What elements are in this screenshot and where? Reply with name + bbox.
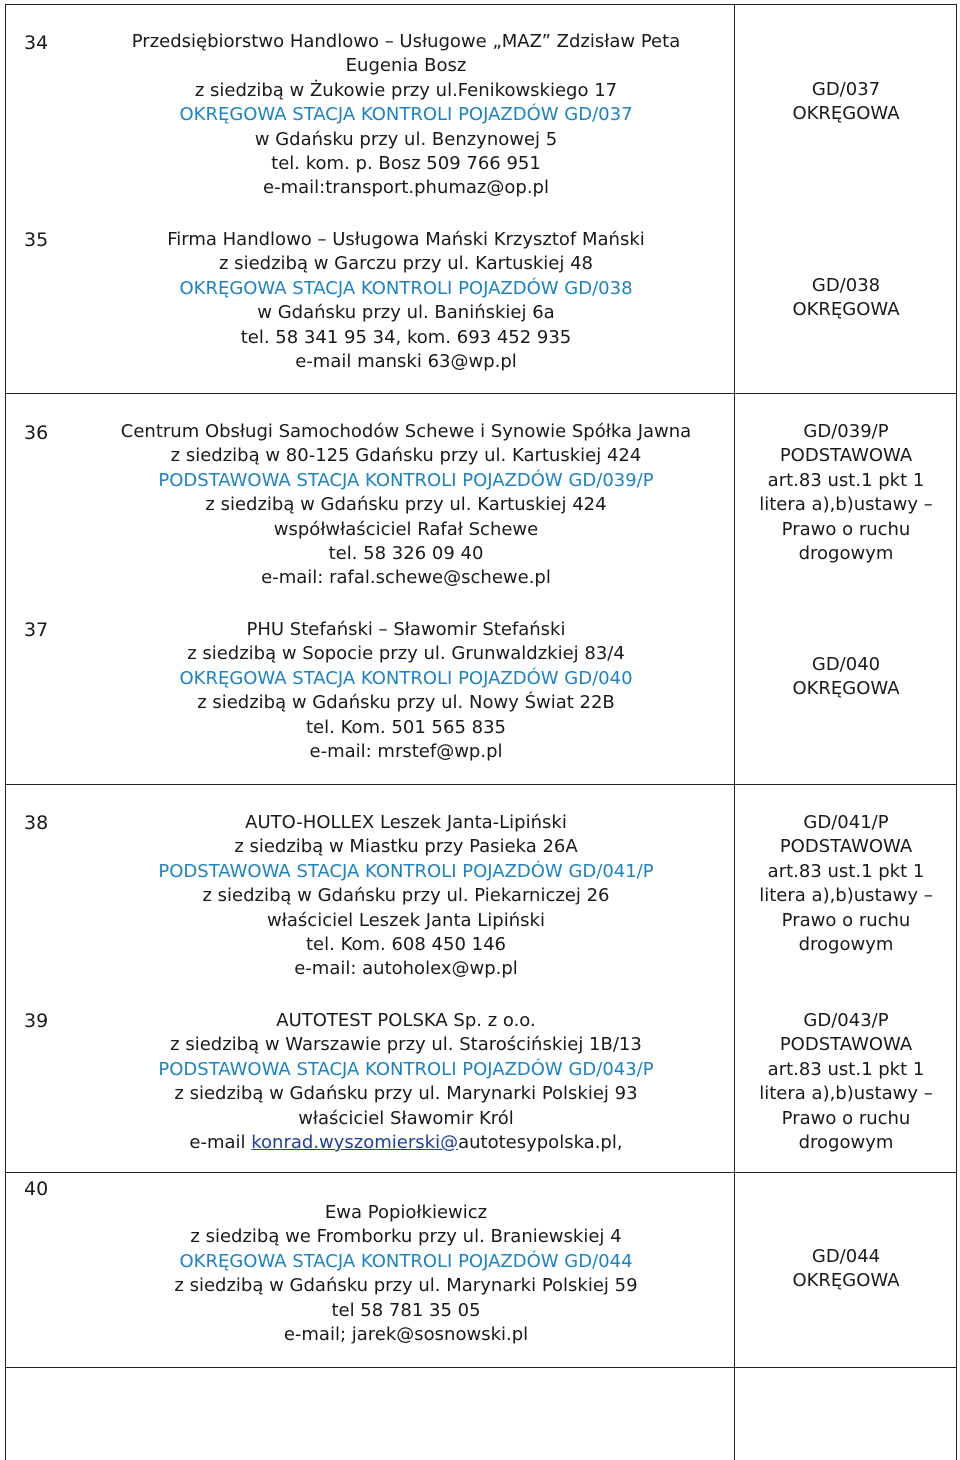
seat-address: z siedzibą w 80-125 Gdańsku przy ul. Kartuskiej 424 (170, 445, 642, 467)
station-details (82, 1201, 730, 1347)
company-name: Firma Handlowo – Usługowa Mański Krzysztof Mański (167, 229, 645, 250)
station-code: GD/040 (811, 654, 881, 675)
legal-basis: litera a),b)ustawy – (759, 1083, 933, 1105)
station-category (736, 274, 956, 323)
phone: tel 58 781 35 05 (331, 1299, 481, 1321)
seat-address: z siedzibą we Fromborku przy ul. Braniewskiej 4 (190, 1226, 622, 1248)
legal-basis: art.83 ust.1 pkt 1 (767, 469, 925, 491)
email: e-mail: rafal.schewe@schewe.pl (261, 567, 551, 589)
legal-basis: drogowym (798, 934, 894, 956)
station-address: w Gdańsku przy ul. Banińskiej 6a (257, 302, 555, 324)
station-name: OKRĘGOWA STACJA KONTROLI POJAZDÓW GD/037 (179, 104, 633, 126)
station-name: OKRĘGOWA STACJA KONTROLI POJAZDÓW GD/040 (179, 667, 633, 689)
email: e-mail manski 63@wp.pl (295, 351, 517, 373)
phone: tel. 58 326 09 40 (328, 543, 484, 565)
table-border-left (5, 4, 6, 1460)
legal-basis: drogowym (798, 1132, 894, 1154)
station-address: w Gdańsku przy ul. Benzynowej 5 (254, 128, 558, 150)
table-border-right (956, 4, 957, 1460)
email: e-mail; jarek@sosnowski.pl (283, 1324, 529, 1346)
seat-address: z siedzibą w Miastku przy Pasieka 26A (234, 836, 578, 858)
station-name: PODSTAWOWA STACJA KONTROLI POJAZDÓW GD/043/P (158, 1058, 654, 1080)
company-name: Przedsiębiorstwo Handlowo – Usługowe „MAZ” Zdzisław Peta (131, 31, 681, 52)
station-details (82, 228, 730, 374)
seat-address: z siedzibą w Warszawie przy ul. Starościńskiej 1B/13 (170, 1034, 642, 1056)
legal-basis: drogowym (798, 543, 894, 565)
station-code: GD/043/P (803, 1010, 889, 1031)
phone: tel. kom. p. Bosz 509 766 951 (271, 153, 541, 175)
station-type: PODSTAWOWA (779, 1034, 913, 1056)
email-link[interactable]: konrad.wyszomierski@ (251, 1132, 459, 1154)
company-name: Centrum Obsługi Samochodów Schewe i Synowie Spółka Jawna (120, 421, 692, 442)
legal-basis: Prawo o ruchu (781, 518, 911, 540)
row-number: 35 (24, 229, 49, 251)
row-number: 38 (24, 812, 49, 834)
company-name: AUTO-HOLLEX Leszek Janta-Lipiński (245, 812, 567, 833)
legal-basis: art.83 ust.1 pkt 1 (767, 860, 925, 882)
station-category (736, 1245, 956, 1294)
row-number: 37 (24, 619, 49, 641)
station-code: GD/039/P (803, 421, 889, 442)
legal-basis: art.83 ust.1 pkt 1 (767, 1058, 925, 1080)
column-divider (734, 4, 735, 1460)
phone: tel. Kom. 608 450 146 (306, 934, 506, 956)
row-divider (5, 1367, 957, 1368)
legal-basis: Prawo o ruchu (781, 1107, 911, 1129)
station-code: GD/037 (811, 79, 881, 100)
seat-address: z siedzibą w Sopocie przy ul. Grunwaldzkiej 83/4 (187, 643, 625, 665)
email-label: e-mail (189, 1132, 252, 1154)
email: e-mail: autoholex@wp.pl (294, 958, 518, 980)
station-type: PODSTAWOWA (779, 836, 913, 858)
email-domain: autotesypolska.pl, (458, 1132, 623, 1154)
station-address: z siedzibą w Gdańsku przy ul. Kartuskiej 424 (205, 494, 607, 516)
row-number: 36 (24, 422, 49, 444)
phone: tel. Kom. 501 565 835 (306, 716, 506, 738)
station-type: OKRĘGOWA (792, 678, 900, 700)
station-category (736, 653, 956, 702)
phone: tel. 58 341 95 34, kom. 693 452 935 (240, 326, 572, 348)
row-divider (5, 393, 957, 394)
station-type: PODSTAWOWA (779, 445, 913, 467)
station-name: OKRĘGOWA STACJA KONTROLI POJAZDÓW GD/038 (179, 277, 633, 299)
table-border-top (5, 4, 957, 5)
legal-basis: Prawo o ruchu (781, 909, 911, 931)
station-details (82, 30, 730, 201)
station-address: z siedzibą w Gdańsku przy ul. Piekarniczej 26 (202, 885, 610, 907)
station-category (736, 420, 956, 566)
company-name: AUTOTEST POLSKA Sp. z o.o. (276, 1010, 536, 1031)
station-name: PODSTAWOWA STACJA KONTROLI POJAZDÓW GD/041/P (158, 860, 654, 882)
station-type: OKRĘGOWA (792, 299, 900, 321)
station-address: z siedzibą w Gdańsku przy ul. Marynarki Polskiej 59 (174, 1275, 638, 1297)
station-details (82, 811, 730, 982)
row-divider (5, 1172, 957, 1173)
station-address: z siedzibą w Gdańsku przy ul. Marynarki Polskiej 93 (174, 1083, 638, 1105)
station-name: PODSTAWOWA STACJA KONTROLI POJAZDÓW GD/039/P (158, 469, 654, 491)
email (82, 1131, 730, 1155)
email: e-mail:transport.phumaz@op.pl (263, 177, 549, 199)
owner: właściciel Sławomir Król (298, 1107, 514, 1129)
station-type: OKRĘGOWA (792, 103, 900, 125)
station-name: OKRĘGOWA STACJA KONTROLI POJAZDÓW GD/044 (179, 1250, 633, 1272)
station-category (736, 811, 956, 957)
seat-address: z siedzibą w Żukowie przy ul.Fenikowskiego 17 (194, 79, 618, 101)
station-details (82, 618, 730, 764)
station-details (82, 420, 730, 591)
company-name-cont: Eugenia Bosz (345, 55, 467, 77)
owner: współwłaściciel Rafał Schewe (273, 518, 539, 540)
station-code: GD/044 (811, 1246, 881, 1267)
owner: właściciel Leszek Janta Lipiński (267, 909, 545, 931)
company-name: Ewa Popiołkiewicz (324, 1202, 488, 1223)
station-type: OKRĘGOWA (792, 1270, 900, 1292)
station-category (736, 1009, 956, 1155)
row-number: 39 (24, 1010, 49, 1032)
station-code: GD/041/P (803, 812, 889, 833)
row-divider (5, 784, 957, 785)
row-number: 40 (24, 1178, 49, 1200)
legal-basis: litera a),b)ustawy – (759, 885, 933, 907)
legal-basis: litera a),b)ustawy – (759, 494, 933, 516)
company-name: PHU Stefański – Sławomir Stefański (246, 619, 566, 640)
station-category (736, 78, 956, 127)
row-number: 34 (24, 32, 49, 54)
station-address: z siedzibą w Gdańsku przy ul. Nowy Świat 22B (197, 692, 615, 714)
seat-address: z siedzibą w Garczu przy ul. Kartuskiej 48 (219, 253, 593, 275)
station-code: GD/038 (811, 275, 881, 296)
email: e-mail: mrstef@wp.pl (309, 741, 503, 763)
station-details (82, 1009, 730, 1155)
